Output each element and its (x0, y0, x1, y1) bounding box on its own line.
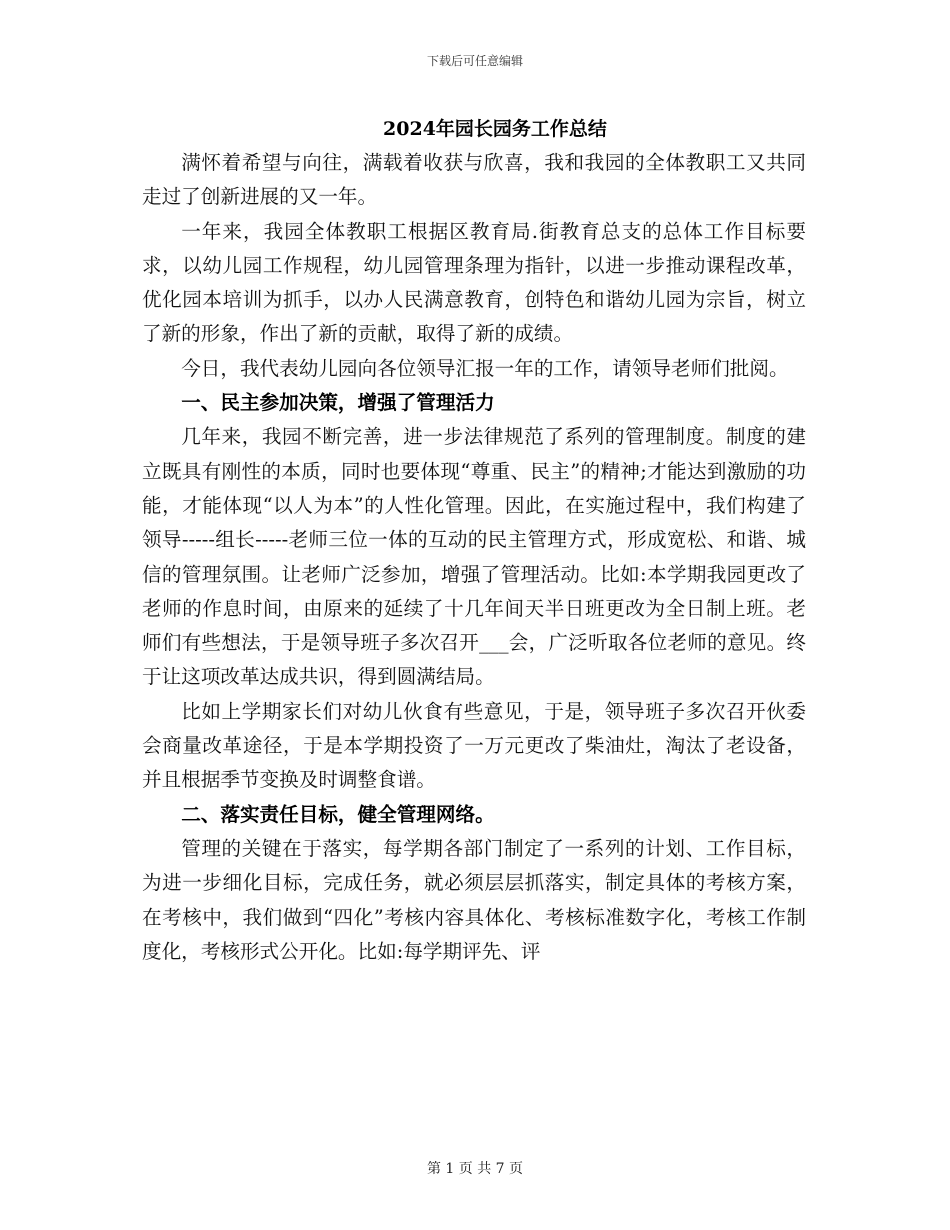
page-footer: 第 1 页 共 7 页 (426, 1161, 524, 1177)
section-heading: 一、民主参加决策，增强了管理活力 (181, 391, 495, 415)
paragraph: 满怀着希望与向往，满载着收获与欣喜，我和我园的全体教职工又共同走过了创新进展的又一年。 (142, 151, 806, 209)
header-note: 下载后可任意编辑 (426, 54, 523, 68)
paragraph: 一年来，我园全体教职工根据区教育局.街教育总支的总体工作目标要求，以幼儿园工作规程，幼儿园管理条理为指针，以进一步推动课程改革，优化园本培训为抓手，以办人民满意教育，创特色和谐幼儿园为宗旨，树立了新的形象，作出了新的贡献，取得了新的成绩。 (142, 219, 806, 346)
paragraph: 今日，我代表幼儿园向各位领导汇报一年的工作，请领导老师们批阅。 (181, 356, 789, 380)
section-heading: 二、落实责任目标，健全管理网络。 (181, 802, 495, 826)
paragraph: 管理的关键在于落实，每学期各部门制定了一系列的计划、工作目标，为进一步细化目标，完成任务，就必须层层抓落实，制定具体的考核方案，在考核中，我们做到“四化”考核内容具体化、考核标准数字化，考核工作制度化，考核形式公开化。比如:每学期评先、评 (142, 836, 806, 963)
document-body (142, 146, 806, 969)
paragraph: 比如上学期家长们对幼儿伙食有些意见，于是，领导班子多次召开伙委会商量改革途径，于是本学期投资了一万元更改了柴油灶，淘汰了老设备，并且根据季节变换及时调整食谱。 (142, 699, 806, 792)
paragraph: 几年来，我园不断完善，进一步法律规范了系列的管理制度。制度的建立既具有刚性的本质，同时也要体现“尊重、民主”的精神;才能达到激励的功能，才能体现“以人为本”的人性化管理。因此，在实施过程中，我们构建了领导-----组长-----老师三位一体的互动的民主管理方式，形成宽松、和谐、城信的管理氛围。让老师广泛参加，增强了管理活动。比如:本学期我园更改了老师的作息时间，由原来的延续了十几年间天半日班更改为全日制上班。老师们有些想法，于是领导班子多次召开___会，广泛听取各位老师的意见。终于让这项改革达成共识，得到圆满结局。 (142, 425, 806, 689)
document-title: 2024年园长园务工作总结 (383, 118, 607, 140)
